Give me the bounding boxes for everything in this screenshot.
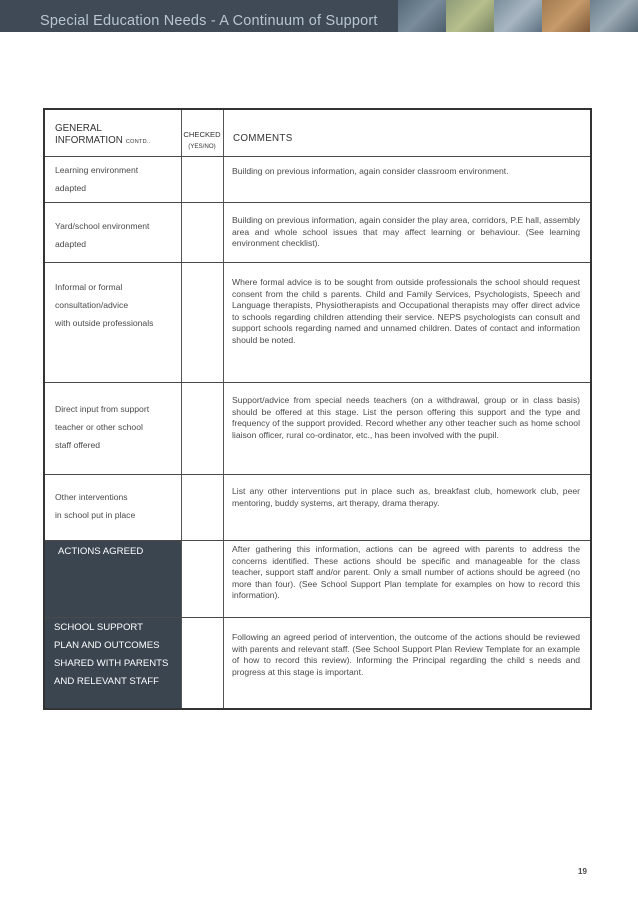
- label-line: AND RELEVANT STAFF: [54, 676, 160, 687]
- label-line: SHARED WITH PARENTS: [54, 658, 169, 669]
- comments-header: COMMENTS: [233, 133, 293, 144]
- label-line: Yard/school environment: [55, 221, 150, 231]
- label-line: PLAN AND OUTCOMES: [54, 640, 160, 651]
- page-number: 19: [578, 867, 587, 876]
- row-divider: [45, 156, 590, 157]
- child-photo-4: [542, 0, 590, 32]
- header-photo-strip: [398, 0, 638, 32]
- row-comment-direct-input: Support/advice from special needs teachers (on a withdrawal, group or in class basis) should be offered at this stage. List the person offering this support and the type and frequency of the support provided. Record whether any other teacher such as home school liaison officer, rural co-ordinator, etc., has been involved with the pupil.: [232, 395, 580, 440]
- checked-header: [181, 129, 223, 152]
- label-line: with outside professionals: [55, 318, 154, 328]
- support-table: [43, 108, 592, 710]
- row-divider: [45, 540, 590, 541]
- label-line: consultation/advice: [55, 300, 129, 310]
- label-line: in school put in place: [55, 510, 136, 520]
- label-line: SCHOOL SUPPORT: [54, 622, 144, 633]
- row-comment-learning-environment: Building on previous information, again consider classroom environment.: [232, 166, 509, 176]
- label-line: Informal or formal: [55, 282, 123, 292]
- row-divider: [45, 262, 590, 263]
- label-line: adapted: [55, 183, 87, 193]
- label-line: adapted: [55, 239, 87, 249]
- label-line: Other interventions: [55, 492, 128, 502]
- label-line: teacher or other school: [55, 422, 143, 432]
- general-header-line1: GENERAL: [55, 123, 102, 134]
- child-photo-1: [398, 0, 446, 32]
- row-divider: [45, 617, 590, 618]
- row-label-yard-environment: [55, 217, 177, 253]
- general-information-header: [55, 123, 151, 148]
- row-label-direct-input: [55, 400, 177, 454]
- row-label-learning-environment: [55, 161, 177, 197]
- row-label-other-interventions: [55, 488, 177, 524]
- label-line: Learning environment: [55, 165, 139, 175]
- general-header-line2: INFORMATION: [55, 135, 123, 146]
- row-label-consultation: [55, 278, 177, 332]
- row-comment-other-interventions: List any other interventions put in place such as, breakfast club, homework club, peer mentoring, buddy systems, art therapy, drama therapy.: [232, 486, 580, 508]
- row-comment-consultation: Where formal advice is to be sought from outside professionals the school should request consent from the child s parents. Child and Family Services, Psychologists, Speech and Language therapists, Physiotherapists and Occupational therapists may offer direct advice to schools regarding children attending their service. NEPS psychologists can consult and support schools regarding named and unnamed children. Dates of contact and information should be noted.: [232, 277, 580, 345]
- row-comment-yard-environment: Building on previous information, again consider the play area, corridors, P.E hall, assembly area and whole school issues that may affect learning or behaviour. (See learning environment checklist).: [232, 215, 580, 249]
- page-header-title: Special Education Needs - A Continuum of Support: [40, 13, 378, 29]
- checked-header-line2: (YES/NO): [188, 143, 216, 150]
- column-divider-right: [223, 110, 224, 708]
- child-photo-2: [446, 0, 494, 32]
- row-divider: [45, 474, 590, 475]
- row-divider: [45, 382, 590, 383]
- column-divider-left: [181, 110, 182, 708]
- row-label-school-support-plan: [54, 619, 180, 691]
- row-comment-actions-agreed: After gathering this information, actions can be agreed with parents to address the concerns identified. These actions should be specific and manageable for the class teacher, support staff and/or parent. Only a small number of actions should be agreed (no more than four). (See School Support Plan template for examples on how to record this information).: [232, 544, 580, 601]
- label-line: Direct input from support: [55, 404, 150, 414]
- checked-header-line1: CHECKED: [183, 130, 221, 139]
- label-line: staff offered: [55, 440, 101, 450]
- header-band: [0, 0, 638, 32]
- row-comment-school-support-plan: Following an agreed period of intervention, the outcome of the actions should be reviewed with parents and relevant staff. (See School Support Plan Review Template for an example of how to record this review). Informing the Principal regarding the child s needs and progress at this stage is important.: [232, 632, 580, 677]
- child-photo-5: [590, 0, 638, 32]
- row-label-actions-agreed: ACTIONS AGREED: [58, 546, 144, 557]
- row-divider: [45, 202, 590, 203]
- contd-label: CONTD..: [125, 139, 151, 145]
- child-photo-3: [494, 0, 542, 32]
